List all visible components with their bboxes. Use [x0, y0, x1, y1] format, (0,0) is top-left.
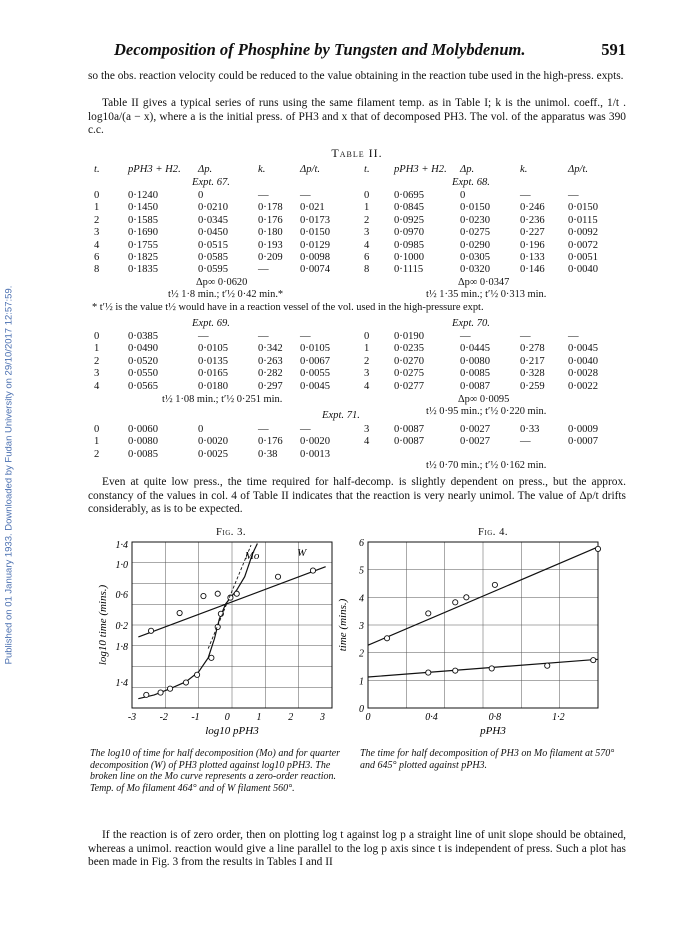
table-cell: 0·0080	[128, 436, 159, 448]
table-cell: 0·0970	[394, 227, 425, 239]
table-cell: —	[568, 190, 579, 201]
intro-paragraph-2: Table II gives a typical series of runs using the same filament temp. as in Table I; k is the unimol. coeff., 1/t . log10a/(a − x), where a is the initial press. of PH3 and x that of decomposed PH3. The vol. of the apparatus was 390 c.c.	[88, 97, 626, 137]
table-cell: 0·0072	[568, 239, 599, 251]
y-tick-label: 3	[359, 621, 364, 632]
expt-71-rows-a	[94, 424, 354, 461]
table-cell: 0·0085	[460, 368, 491, 380]
download-watermark	[2, 60, 16, 890]
table-cell: 1	[364, 202, 370, 214]
th-k: k.	[258, 164, 266, 175]
th-dpt: Δp/t.	[568, 164, 589, 175]
table-cell: 0·0074	[300, 264, 331, 276]
table-cell: 0·1825	[128, 251, 159, 263]
table-cell: 4	[94, 239, 100, 251]
watermark-text: Published on 01 January 1933. Downloaded by Fudan University on 29/10/2017 12:57:59.	[3, 285, 15, 665]
table-cell: 0·0385	[128, 331, 159, 342]
th-p: pPH3 + H2.	[394, 164, 447, 175]
table-cell: 0	[198, 424, 204, 435]
y-tick-label: 0	[359, 704, 364, 715]
table-cell: 0·0985	[394, 239, 425, 251]
table-cell: 1	[94, 343, 100, 355]
paragraph-2: Even at quite low press., the time required for half-decomp. is slightly dependent on press., but the approx. constancy of the values in col. 4 of Table II indicates that the reaction is very nearly unimol. The value of Δp/t drifts considerably, as is to be expected.	[88, 476, 626, 516]
x-tick-label: -1	[191, 712, 200, 723]
table-cell: 0·1450	[128, 202, 159, 214]
x-tick-label: -3	[127, 712, 137, 723]
table-cell: 0·0027	[460, 436, 491, 448]
fig4-caption: The time for half decomposition of PH3 on Mo filament at 570° and 645° plotted against pPH3.	[360, 748, 615, 771]
table-row	[94, 368, 354, 380]
table-cell: 0·0520	[128, 355, 159, 367]
data-point	[453, 668, 458, 673]
fig4-label: Fig. 4.	[478, 527, 509, 538]
table-cell: 0·0013	[300, 448, 331, 460]
table-cell: 0·0345	[198, 214, 229, 226]
expt-71-rows-b	[364, 424, 626, 449]
expt-67-dp-inf: Δp∞ 0·0620	[196, 277, 248, 288]
table-header-left	[94, 164, 354, 176]
table-cell: 0·0115	[568, 214, 598, 226]
data-point	[148, 628, 153, 633]
data-point	[183, 680, 188, 685]
table-cell: 0·0305	[460, 251, 491, 263]
x-axis-label: pPH3	[480, 725, 506, 737]
table-cell: 3	[364, 368, 370, 380]
expt-70-half-times: t½ 0·95 min.; t′½ 0·220 min.	[426, 406, 547, 417]
table-row	[364, 190, 626, 202]
table-cell: 0·196	[520, 239, 545, 251]
x-tick-label: 3	[319, 712, 325, 723]
table-cell: 0	[364, 190, 370, 201]
expt-67-half-times: t½ 1·8 min.; t′½ 0·42 min.*	[168, 289, 284, 300]
table-cell: 0·0020	[198, 436, 229, 448]
table-cell: 0·0190	[394, 331, 425, 342]
table-cell: —	[300, 331, 311, 342]
table-cell: 0·0007	[568, 436, 599, 448]
table-cell: 0·0098	[300, 251, 331, 263]
table-cell: 0·0009	[568, 424, 599, 435]
table-row	[94, 343, 354, 355]
table-row	[364, 215, 626, 227]
table-cell: 0·0275	[394, 368, 425, 380]
table-cell: —	[460, 331, 471, 342]
data-point	[234, 591, 239, 596]
expt-71-label: Expt. 71.	[322, 410, 360, 421]
table-cell: 0·0051	[568, 251, 599, 263]
table-cell: 0·0045	[300, 380, 331, 392]
table-row	[94, 252, 354, 264]
table-cell: 0·297	[258, 380, 283, 392]
table-row	[364, 356, 626, 368]
table-cell: 0	[94, 331, 100, 342]
table-cell: 1	[94, 436, 100, 448]
data-point	[310, 568, 315, 573]
table-cell: 0·33	[520, 424, 540, 435]
expt-68-rows	[364, 190, 626, 277]
table-cell: 0·0180	[198, 380, 229, 392]
x-tick-label: 0·8	[488, 712, 502, 723]
table-cell: 8	[364, 264, 370, 276]
x-tick-label: 0	[224, 712, 230, 723]
expt-69-half-times: t½ 1·08 min.; t′½ 0·251 min.	[162, 394, 283, 405]
table-cell: 0·0230	[460, 214, 491, 226]
table-cell: 2	[94, 355, 100, 367]
table-cell: 0·1115	[394, 264, 424, 276]
table-cell: 3	[94, 227, 100, 239]
table-cell: 0·0565	[128, 380, 159, 392]
y-tick-label: 2	[359, 648, 364, 660]
table-cell: 0·1240	[128, 190, 159, 201]
intro-paragraph-1: so the obs. reaction velocity could be reduced to the value obtaining in the reaction tube used in the high-press. expts.	[88, 70, 624, 82]
table-header-right	[364, 164, 626, 176]
table-row	[364, 343, 626, 355]
table-cell: 0·1690	[128, 227, 159, 239]
y-tick-label: 1	[359, 676, 364, 688]
table-title: Table II.	[331, 146, 383, 160]
table-cell: —	[258, 424, 269, 435]
table-cell: 0·0515	[198, 239, 229, 251]
table-cell: 0·0105	[198, 343, 229, 355]
table-cell: 0·0595	[198, 264, 229, 276]
table-cell: 3	[364, 227, 370, 239]
table-cell: 2	[364, 355, 370, 367]
y-axis-label: log10 time (mins.)	[97, 584, 109, 666]
table-cell: 4	[364, 380, 370, 392]
table-cell: —	[520, 190, 531, 201]
table-cell: 0·259	[520, 380, 545, 392]
table-cell: —	[258, 190, 269, 201]
running-header	[88, 40, 626, 62]
table-row	[94, 424, 354, 436]
th-dp: Δp.	[198, 164, 213, 175]
data-point	[545, 663, 550, 668]
data-point	[492, 582, 497, 587]
table-cell: 4	[364, 239, 370, 251]
table-row	[364, 264, 626, 276]
table-cell: —	[520, 436, 531, 448]
table-row	[364, 227, 626, 239]
table-cell: 0	[364, 331, 370, 342]
table-cell: 0·0585	[198, 251, 229, 263]
data-point	[201, 593, 206, 598]
table-cell: 0·0067	[300, 355, 331, 367]
table-cell: 0	[94, 424, 100, 435]
table-footnote: * t′½ is the value t½ would have in a reaction vessel of the vol. used in the high-pressure expt.	[92, 302, 484, 313]
y-tick-label: 4	[359, 593, 364, 605]
table-row	[364, 202, 626, 214]
table-cell: 0·328	[520, 368, 545, 380]
table-cell: 0·0020	[300, 436, 331, 448]
running-title: Decomposition of Phosphine by Tungsten and Molybdenum.	[114, 40, 526, 59]
data-point	[595, 546, 600, 551]
table-row	[94, 202, 354, 214]
table-cell: 8	[94, 264, 100, 276]
table-cell: 0·0173	[300, 214, 331, 226]
table-cell: 0·0085	[128, 448, 159, 460]
table-row	[94, 215, 354, 227]
table-cell: —	[300, 190, 311, 201]
table-cell: 0·342	[258, 343, 283, 355]
table-cell: 1	[364, 343, 370, 355]
table-cell: 0·180	[258, 227, 283, 239]
mo-label: Mo	[244, 549, 260, 562]
table-cell: 2	[94, 214, 100, 226]
table-cell: 0·0277	[394, 380, 425, 392]
table-cell: 0·263	[258, 355, 283, 367]
table-cell: 0·0320	[460, 264, 491, 276]
y-tick-label: 0·6	[115, 590, 128, 601]
table-cell: 0·0845	[394, 202, 425, 214]
table-cell: 0·0150	[568, 202, 599, 214]
data-point	[158, 690, 163, 695]
table-cell: 0·0080	[460, 355, 491, 367]
table-cell: 6	[94, 251, 100, 263]
expt-68-half-times: t½ 1·35 min.; t′½ 0·313 min.	[426, 289, 547, 300]
paragraph-3: If the reaction is of zero order, then on plotting log t against log p a straight line of unit slope should be obtained, whereas a unimol. reaction would give a line parallel to the log p axis since t is independent of press. Such a plot has been made in Fig. 3 from the results in Tables I and II	[88, 829, 626, 869]
data-point	[194, 672, 199, 677]
th-k: k.	[520, 164, 528, 175]
table-cell: —	[198, 331, 209, 342]
table-cell: 0·0045	[568, 343, 599, 355]
data-point	[591, 658, 596, 663]
y-axis-label: time (mins.)	[337, 598, 349, 652]
table-cell: 0·178	[258, 202, 283, 214]
data-point	[275, 574, 280, 579]
table-cell: 0·0165	[198, 368, 229, 380]
data-point	[453, 600, 458, 605]
table-row	[364, 240, 626, 252]
table-cell: —	[258, 264, 269, 276]
table-cell: 0	[460, 190, 466, 201]
table-cell: 3	[364, 424, 370, 435]
table-row	[364, 331, 626, 343]
table-cell: 0·0150	[300, 227, 331, 239]
x-tick-label: 1	[256, 712, 262, 723]
table-cell: 0·1755	[128, 239, 159, 251]
table-cell: 0·0550	[128, 368, 159, 380]
table-cell: —	[300, 424, 311, 435]
table-row	[94, 381, 354, 393]
table-cell: 0·278	[520, 343, 545, 355]
table-cell: 0·1000	[394, 251, 425, 263]
table-cell: 0·0092	[568, 227, 599, 239]
table-cell: 0·0150	[460, 202, 491, 214]
data-point	[144, 692, 149, 697]
table-cell: 0·0022	[568, 380, 599, 392]
expt-67-rows	[94, 190, 354, 277]
expt-70-dp-inf: Δp∞ 0·0095	[458, 394, 510, 405]
table-cell: 0·38	[258, 448, 278, 460]
expt-70-label: Expt. 70.	[452, 318, 490, 329]
table-cell: 0·0235	[394, 343, 425, 355]
expt-68-dp-inf: Δp∞ 0·0347	[458, 277, 510, 288]
table-cell: 0·0040	[568, 355, 599, 367]
table-cell: —	[258, 331, 269, 342]
table-cell: 0·282	[258, 368, 283, 380]
th-dp: Δp.	[460, 164, 475, 175]
table-row	[364, 368, 626, 380]
table-cell: 0·0445	[460, 343, 491, 355]
table-row	[94, 264, 354, 276]
table-cell: 0·0060	[128, 424, 159, 435]
table-row	[364, 381, 626, 393]
table-cell: 0·0695	[394, 190, 425, 201]
table-cell: 3	[94, 368, 100, 380]
table-cell: 0·0270	[394, 355, 425, 367]
expt-67-label: Expt. 67.	[192, 177, 230, 188]
table-cell: 0·0105	[300, 343, 331, 355]
y-tick-label: 6	[359, 538, 364, 549]
table-row	[94, 449, 354, 461]
table-cell: 0·0129	[300, 239, 331, 251]
w-label: W	[297, 546, 307, 559]
th-p: pPH3 + H2.	[128, 164, 181, 175]
table-cell: 0·0087	[394, 436, 425, 448]
table-cell: 0·209	[258, 251, 283, 263]
table-row	[94, 331, 354, 343]
table-cell: —	[568, 331, 579, 342]
x-tick-label: 0	[365, 712, 371, 723]
fig3-label: Fig. 3.	[216, 527, 247, 538]
table-row	[94, 240, 354, 252]
page-number: 591	[601, 40, 626, 59]
expt-69-rows	[94, 331, 354, 393]
table-row	[94, 190, 354, 202]
table-cell: 0·0087	[394, 424, 425, 435]
table-cell: 0·0055	[300, 368, 331, 380]
table-cell: 0·246	[520, 202, 545, 214]
th-dpt: Δp/t.	[300, 164, 321, 175]
table-cell: 0	[94, 190, 100, 201]
table-cell: 0·217	[520, 355, 545, 367]
y-tick-label: 1·8	[115, 642, 128, 653]
table-row	[364, 252, 626, 264]
expt-70-rows	[364, 331, 626, 393]
data-point	[215, 591, 220, 596]
y-tick-label: 1·4	[115, 540, 128, 551]
table-cell: 2	[364, 214, 370, 226]
table-cell: 0·021	[300, 202, 325, 214]
th-t: t.	[94, 164, 100, 175]
table-cell: 0·133	[520, 251, 545, 263]
table-cell: 0·0275	[460, 227, 491, 239]
table-cell: 0·0040	[568, 264, 599, 276]
data-point	[426, 670, 431, 675]
table-cell: 0·176	[258, 214, 283, 226]
table-cell: —	[520, 331, 531, 342]
table-row	[94, 356, 354, 368]
table-cell: 0·1585	[128, 214, 159, 226]
table-cell: 0·0135	[198, 355, 229, 367]
data-point	[384, 636, 389, 641]
table-row	[364, 436, 626, 448]
table-cell: 6	[364, 251, 370, 263]
table-cell: 0·236	[520, 214, 545, 226]
y-tick-label: 5	[359, 565, 364, 577]
table-cell: 0·1835	[128, 264, 159, 276]
data-point	[426, 611, 431, 616]
table-row	[364, 424, 626, 436]
expt-69-label: Expt. 69.	[192, 318, 230, 329]
table-cell: 0·0290	[460, 239, 491, 251]
table-cell: 0	[198, 190, 204, 201]
fig4-chart	[337, 538, 606, 746]
table-cell: 4	[94, 380, 100, 392]
data-point	[167, 686, 172, 691]
x-tick-label: 1·2	[552, 712, 565, 723]
data-point	[489, 666, 494, 671]
fig3-caption: The log10 of time for half decomposition (Mo) and for quarter decomposition (W) of PH3 plotted against log10 pPH3. The broken line on the Mo curve represents a zero-order reaction. Temp. of Mo filament 464° and of W filament 560°.	[90, 748, 340, 794]
table-cell: 2	[94, 448, 100, 460]
table-cell: 0·0925	[394, 214, 425, 226]
data-point	[177, 610, 182, 615]
x-tick-label: -2	[159, 712, 168, 723]
table-row	[94, 227, 354, 239]
table-cell: 0·176	[258, 436, 283, 448]
table-cell: 0·0025	[198, 448, 229, 460]
table-cell: 0·0490	[128, 343, 159, 355]
expt-71-half-times: t½ 0·70 min.; t′½ 0·162 min.	[426, 460, 547, 471]
table-cell: 1	[94, 202, 100, 214]
data-point	[209, 655, 214, 660]
table-cell: 0·0028	[568, 368, 599, 380]
data-point	[464, 595, 469, 600]
fig3-chart	[88, 538, 350, 746]
x-axis-label: log10 pPH3	[205, 725, 259, 737]
expt-68-label: Expt. 68.	[452, 177, 490, 188]
table-cell: 0·0027	[460, 424, 491, 435]
th-t: t.	[364, 164, 370, 175]
y-tick-label: 0·2	[115, 621, 128, 632]
y-tick-label: 1·4	[115, 678, 128, 689]
y-tick-label: 1·0	[115, 560, 128, 571]
table-cell: 0·227	[520, 227, 545, 239]
table-row	[94, 436, 354, 448]
table-cell: 0·193	[258, 239, 283, 251]
table-cell: 0·0210	[198, 202, 229, 214]
table-cell: 4	[364, 436, 370, 448]
table-cell: 0·0450	[198, 227, 229, 239]
x-tick-label: 2	[288, 712, 294, 723]
table-cell: 0·0087	[460, 380, 491, 392]
x-tick-label: 0·4	[425, 712, 438, 723]
table-cell: 0·146	[520, 264, 545, 276]
